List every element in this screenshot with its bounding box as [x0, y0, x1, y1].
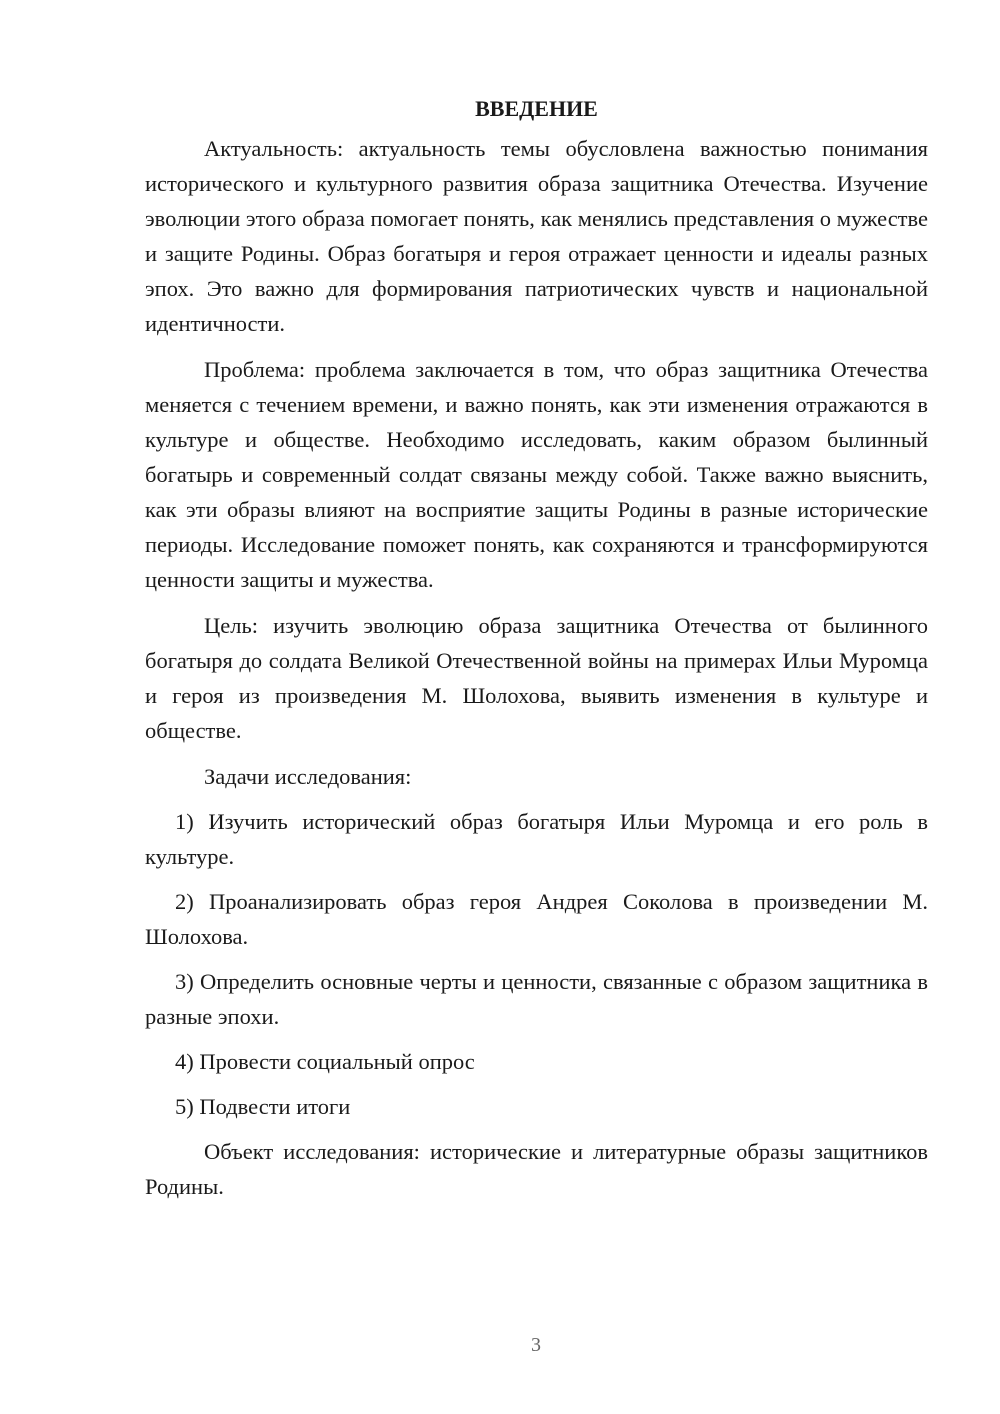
tasks-heading: Задачи исследования: — [204, 764, 412, 789]
task-item: 4) Провести социальный опрос — [175, 1049, 475, 1074]
task-item: 3) Определить основные черты и ценности, связанные с образом защитника в разные эпохи. — [145, 969, 928, 1029]
task-item: 5) Подвести итоги — [175, 1094, 351, 1119]
document-page — [145, 92, 928, 1204]
object-paragraph: Объект исследования: исторические и литературные образы защитников Родины. — [145, 1139, 928, 1199]
relevance-paragraph: Актуальность: актуальность темы обусловлена важностью понимания исторического и культурного развития образа защитника Отечества. Изучение эволюции этого образа помогает понять, как менялись представления о мужестве и защите Родины. Образ богатыря и героя отражает ценности и идеалы разных эпох. Это важно для формирования патриотических чувств и национальной идентичности. — [145, 136, 928, 336]
task-item: 2) Проанализировать образ героя Андрея Соколова в произведении М. Шолохова. — [145, 889, 928, 949]
goal-paragraph: Цель: изучить эволюцию образа защитника Отечества от былинного богатыря до солдата Великой Отечественной войны на примерах Ильи Муромца и героя из произведения М. Шолохова, выявить изменения в культуре и обществе. — [145, 613, 928, 743]
page-number: 3 — [531, 1334, 541, 1356]
problem-paragraph: Проблема: проблема заключается в том, что образ защитника Отечества меняется с течением времени, и важно понять, как эти изменения отражаются в культуре и обществе. Необходимо исследовать, каким образом былинный богатырь и современный солдат связаны между собой. Также важно выяснить, как эти образы влияют на восприятие защиты Родины в разные исторические периоды. Исследование поможет понять, как сохраняются и трансформируются ценности защиты и мужества. — [145, 357, 928, 592]
task-item: 1) Изучить исторический образ богатыря Ильи Муромца и его роль в культуре. — [145, 809, 928, 869]
section-title: ВВЕДЕНИЕ — [475, 96, 598, 121]
tasks-list — [145, 804, 928, 1124]
